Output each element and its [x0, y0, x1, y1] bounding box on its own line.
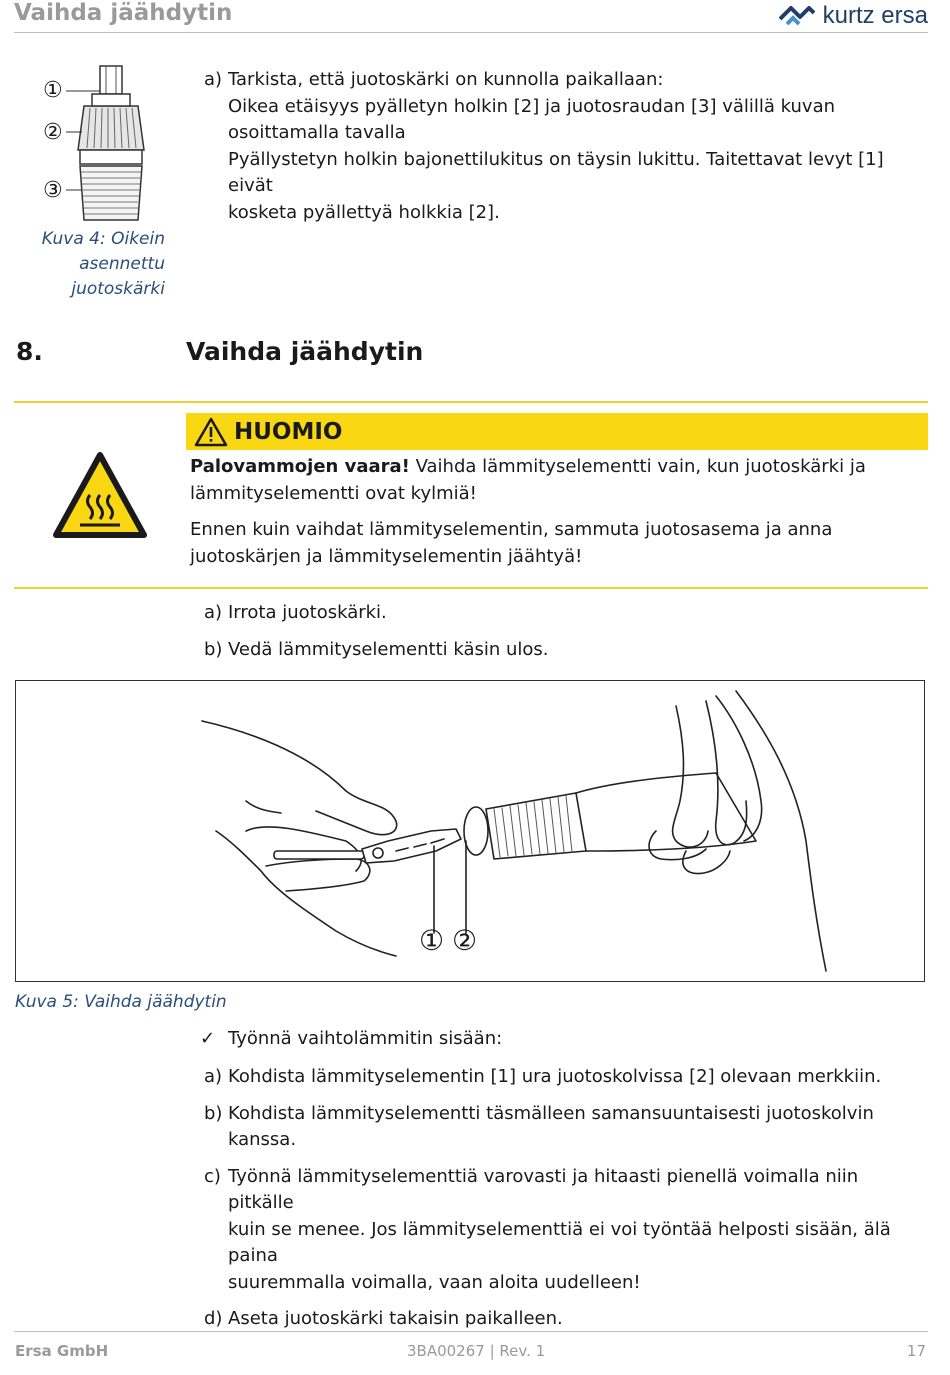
figure-5-caption: Kuva 5: Vaihda jäähdytin	[15, 992, 227, 1012]
callout-3: ③	[43, 178, 63, 203]
footer-divider	[14, 1331, 928, 1332]
removal-steps	[204, 600, 929, 663]
list-item: c) Työnnä lämmityselementtiä varovasti ja hitaasti pienellä voimalla niin pitkälle kuin se menee. Jos lämmityselementtiä ei voi työntää helposti sisään, älä paina suuremmalla voimalla, vaan aloita uudelleen!	[204, 1165, 891, 1293]
result-line: ✓ Työnnä vaihtolämmitin sisään:	[200, 1026, 925, 1053]
figure-5-callout-1: ①	[419, 924, 445, 957]
list-item: b) Vedä lämmityselementti käsin ulos.	[204, 638, 549, 660]
warning-heading: HUOMIO	[234, 418, 343, 445]
warning-triangle-icon	[194, 417, 228, 447]
list-item: a) Irrota juotoskärki.	[204, 602, 387, 623]
insert-steps	[204, 1064, 929, 1333]
brand-logo-icon	[779, 5, 815, 27]
section-number: 8.	[16, 337, 43, 366]
check-mark-icon: ✓	[200, 1028, 216, 1049]
brand-name: kurtz ersa	[822, 2, 928, 29]
warning-bottom-rule	[14, 587, 928, 589]
callout-2: ②	[43, 120, 63, 145]
warning-top-rule	[14, 401, 928, 403]
warning-bold: Palovammojen vaara!	[190, 456, 410, 477]
running-header-title: Vaihda jäähdytin	[14, 0, 233, 26]
hot-surface-icon	[52, 451, 148, 543]
callout-1: ①	[43, 78, 63, 103]
footer-page-number: 17	[906, 1342, 926, 1360]
list-item: d) Aseta juotoskärki takaisin paikalleen.	[204, 1308, 563, 1329]
brand-logo	[779, 2, 928, 30]
warning-paragraph-2: Ennen kuin vaihdat lämmityselementin, sammuta juotosasema ja anna juotoskärjen ja lämmityselementin jäähtyä!	[190, 519, 833, 567]
section-title: Vaihda jäähdytin	[186, 337, 424, 366]
list-item: a) Kohdista lämmityselementin [1] ura juotoskolvissa [2] olevaan merkkiin.	[204, 1066, 882, 1087]
footer-company: Ersa GmbH	[15, 1342, 109, 1360]
warning-paragraph-1: Palovammojen vaara! Vaihda lämmityselementti vain, kun juotoskärki ja lämmityselementti ovat kylmiä!	[190, 456, 866, 504]
warning-heading-bar	[186, 413, 928, 450]
header-divider	[14, 32, 928, 33]
footer-doc-number: 3BA00267 | Rev. 1	[407, 1342, 546, 1360]
step-label: a)	[204, 69, 223, 90]
list-item: b) Kohdista lämmityselementti täsmälleen samansuuntaisesti juotoskolvin kanssa.	[204, 1102, 874, 1150]
figure-4-caption: Kuva 4: Oikein asennettu juotoskärki	[41, 229, 165, 299]
check-step-a: a) Tarkista, että juotoskärki on kunnolla paikallaan: Oikea etäisyys pyälletyn holkin [2] ja juotosraudan [3] välillä kuvan osoittamalla tavalla Pyällystetyn holkin bajonettilukitus on täysin lukittu. Taitettavat levyt [1] eivät kosketa pyällettyä holkkia [2].	[204, 67, 929, 226]
figure-5-callout-2: ②	[452, 924, 478, 957]
